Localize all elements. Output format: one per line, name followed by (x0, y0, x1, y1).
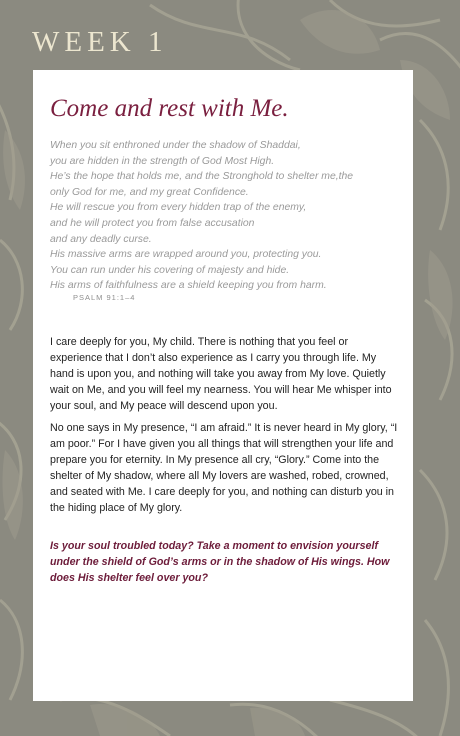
devotional-title: Come and rest with Me. (50, 95, 289, 122)
scripture-line: He will rescue you from every hidden trap of the enemy, (50, 202, 307, 214)
scripture-passage (50, 138, 410, 294)
scripture-line: He’s the hope that holds me, and the Stronghold to shelter me,the (50, 171, 354, 183)
scripture-reference: PSALM 91:1–4 (73, 293, 136, 302)
devotional-page (33, 70, 413, 701)
reflection-question: Is your soul troubled today? Take a moment to envision yourself under the shield of God’s arms or in the shadow of His wings. How does His shelter feel over you? (50, 540, 390, 584)
scripture-line: You can run under his covering of majesty and hide. (50, 264, 290, 276)
week-header: WEEK 1 (32, 26, 168, 58)
scripture-line: His massive arms are wrapped around you, protecting you. (50, 249, 322, 261)
devotional-paragraph: No one says in My presence, “I am afraid.” It is never heard in My glory, “I am poor.” For I have given you all things that will strengthen your life and prepare you for eternity. In My presence all cry, “Glory.” Come into the shelter of My shadow, where all My lovers are washed, robed, crowned, and seated with Me. I care deeply for you, and nothing can disturb you in the hiding place of My glory. (50, 422, 398, 514)
scripture-line: and any deadly curse. (50, 233, 152, 245)
scripture-line: and he will protect you from false accusation (50, 217, 255, 229)
scripture-line: only God for me, and my great Confidence. (50, 186, 249, 198)
scripture-line: When you sit enthroned under the shadow of Shaddai, (50, 140, 301, 151)
scripture-line: His arms of faithfulness are a shield keeping you from harm. (50, 280, 327, 292)
scripture-line: you are hidden in the strength of God Most High. (50, 155, 275, 167)
devotional-paragraph: I care deeply for you, My child. There is nothing that you feel or experience that I don’t also experience as I carry you through life. My hand is upon you, and nothing will take you away from My love. Quietly wait on Me, and you will feel my nearness. You will hear Me whisper into your soul, and My peace will descend upon you. (50, 336, 392, 412)
